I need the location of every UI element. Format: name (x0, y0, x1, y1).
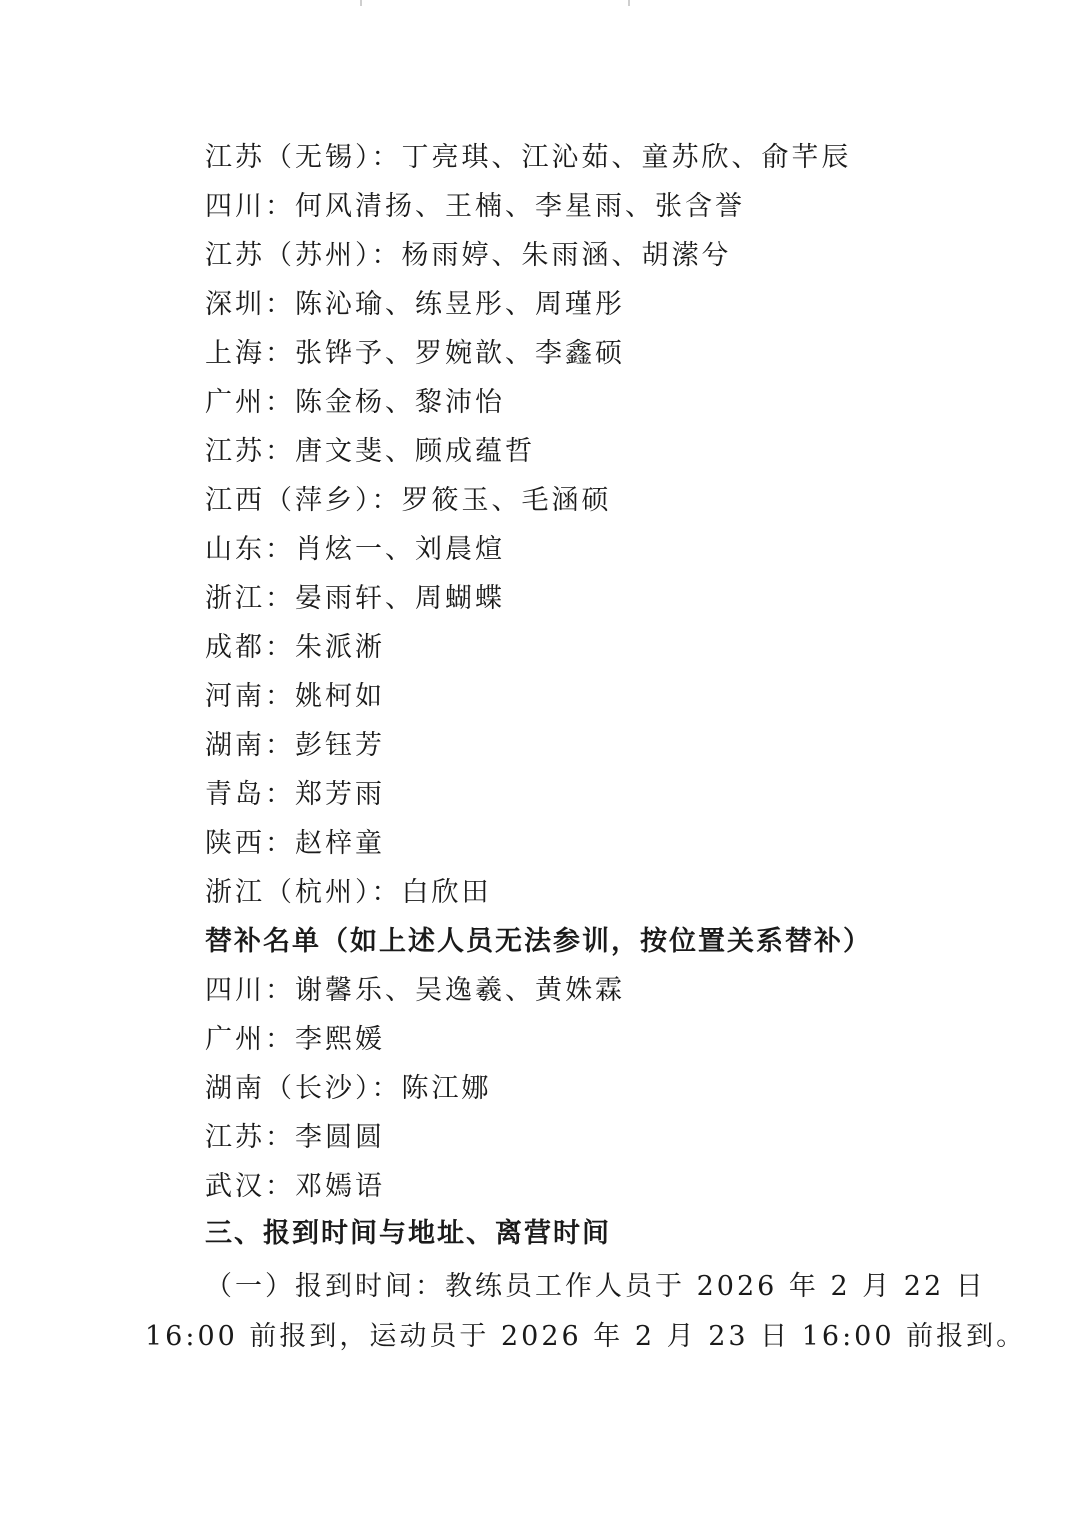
substitute-line: 湖南（长沙）：陈江娜 (205, 1073, 492, 1104)
section-heading: 三、报到时间与地址、离营时间 (205, 1218, 611, 1249)
roster-line: 陕西：赵梓童 (205, 828, 385, 859)
substitute-line: 四川：谢馨乐、吴逸羲、黄姝霖 (205, 975, 625, 1006)
report-time-paragraph (145, 1262, 1027, 1362)
roster-line: 江苏（苏州）：杨雨婷、朱雨涵、胡潆兮 (205, 240, 732, 271)
scan-edge-mark (360, 0, 362, 6)
roster-line: 山东：肖炫一、刘晨煊 (205, 534, 505, 565)
paragraph-line-2: 16:00 前报到，运动员于 2026 年 2 月 23 日 16:00 前报到。 (145, 1321, 1027, 1352)
roster-line: 浙江（杭州）：白欣田 (205, 877, 492, 908)
substitutes-heading: 替补名单（如上述人员无法参训，按位置关系替补） (205, 926, 872, 957)
scan-edge-mark (628, 0, 630, 6)
paragraph-line-1: （一）报到时间：教练员工作人员于 2026 年 2 月 22 日 (205, 1271, 986, 1302)
roster-line: 深圳：陈沁瑜、练昱彤、周瑾彤 (205, 289, 625, 320)
roster-list (205, 136, 925, 1214)
substitute-line: 广州：李熙媛 (205, 1024, 385, 1055)
roster-line: 湖南：彭钰芳 (205, 730, 385, 761)
roster-line: 江苏：唐文斐、顾成蕴哲 (205, 436, 535, 467)
roster-line: 上海：张铧予、罗婉歆、李鑫硕 (205, 338, 625, 369)
roster-line: 河南：姚柯如 (205, 681, 385, 712)
roster-line: 广州：陈金杨、黎沛怡 (205, 387, 505, 418)
roster-line: 浙江：晏雨轩、周蝴蝶 (205, 583, 505, 614)
substitute-line: 江苏：李圆圆 (205, 1122, 385, 1153)
roster-line: 江西（萍乡）：罗筱玉、毛涵硕 (205, 485, 612, 516)
roster-line: 成都：朱派淅 (205, 632, 385, 663)
substitute-line: 武汉：邓嫣语 (205, 1171, 385, 1202)
roster-line: 青岛：郑芳雨 (205, 779, 385, 810)
roster-line: 江苏（无锡）：丁亮琪、江沁茹、童苏欣、俞芊辰 (205, 142, 852, 173)
roster-line: 四川：何风清扬、王楠、李星雨、张含誉 (205, 191, 745, 222)
